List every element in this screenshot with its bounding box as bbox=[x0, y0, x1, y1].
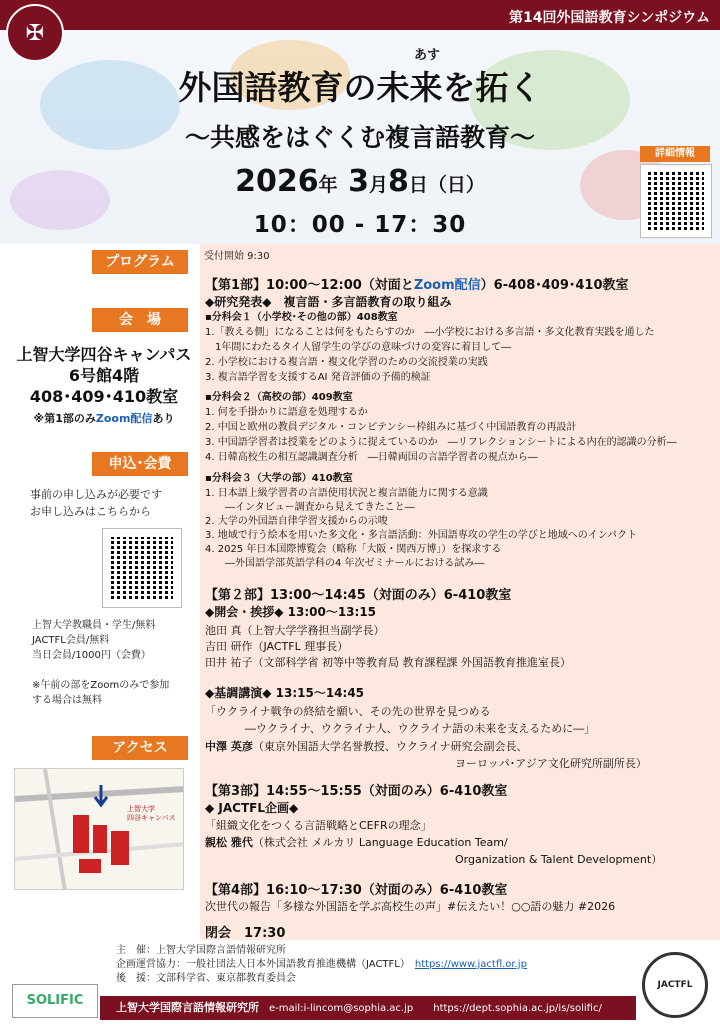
detail-qr-code[interactable] bbox=[640, 164, 712, 238]
footer-org: 上智大学国際言語情報研究所 bbox=[116, 1001, 259, 1014]
access-map bbox=[14, 768, 184, 890]
apply-text bbox=[30, 486, 200, 520]
sub3-item: 2. 大学の外国語自律学習支援からの示唆 bbox=[205, 516, 388, 527]
footer-url[interactable]: https://dept.sophia.ac.jp/is/solific/ bbox=[433, 1003, 602, 1014]
solific-logo: SOLIFIC bbox=[12, 984, 98, 1018]
jactfl-link[interactable]: https://www.jactfl.or.jp bbox=[414, 959, 527, 970]
part4-title: 【第4部】16:10～17:30（対面のみ）6-410教室 bbox=[205, 883, 508, 898]
sub1-item: 1.「教える側」になることは何をもたらすのか ―小学校における多言語・多文化教育実践を通した bbox=[205, 327, 655, 338]
sub1-item: 2. 小学校における複言語・複文化学習のための交流授業の実践 bbox=[205, 357, 488, 368]
part2-opening: ◆開会・挨拶◆ 13:00～13:15 bbox=[205, 605, 377, 619]
event-date bbox=[0, 164, 720, 199]
footer-host: 主 催：上智大学国際言語情報研究所 bbox=[116, 945, 286, 956]
title-ruby: あす bbox=[414, 48, 441, 63]
date-weekday: （日） bbox=[427, 174, 485, 196]
sub3-item: 3. 地域で行う絵本を用いた多文化・多言語活動：外国語専攻の学生の学びと地域へのインパクト bbox=[205, 530, 638, 541]
footer-coop: 企画運営協力：一般社団法人日本外国語教育推進機構（JACTFL） bbox=[116, 959, 405, 970]
part3-talk: 「組織文化をつくる言語戦略とCEFRの理念」 bbox=[205, 819, 432, 832]
program-heading: プログラム bbox=[92, 250, 188, 274]
fee-note-line: する場合は無料 bbox=[32, 695, 102, 706]
date-day-unit: 日 bbox=[408, 174, 428, 196]
sub2-heading: ▪分科会２（高校の部）409教室 bbox=[205, 392, 353, 403]
keynote-title-line1: 「ウクライナ戦争の終結を願い、その先の世界を見つめる bbox=[205, 705, 491, 718]
qr-pattern-icon bbox=[111, 537, 173, 599]
reception-time: 受付開始 9:30 bbox=[204, 251, 270, 262]
venue-line: 上智大学四谷キャンパス bbox=[16, 345, 192, 364]
part4-talk: 次世代の報告「多様な外国語を学ぶ高校生の声」#伝えたい！○○語の魅力 #2026 bbox=[205, 900, 616, 913]
sub2-item: 2. 中国と欧州の教員デジタル・コンピテンシー枠組みに基づく中国語教育の再設計 bbox=[205, 422, 577, 433]
apply-qr-code[interactable] bbox=[102, 528, 182, 608]
jactfl-logo: JACTFL bbox=[642, 952, 708, 1018]
part1-theme: ◆研究発表◆ 複言語・多言語教育の取り組み bbox=[205, 295, 452, 309]
apply-heading: 申込･会費 bbox=[92, 452, 188, 476]
part3-title: 【第3部】14:55～15:55（対面のみ）6-410教室 bbox=[205, 784, 508, 799]
venue-note bbox=[8, 410, 200, 426]
venue-name bbox=[8, 344, 200, 407]
sub3-heading: ▪分科会３（大学の部）410教室 bbox=[205, 473, 353, 484]
keynote-title-line2: ―ウクライナ、ウクライナ人、ウクライナ語の未来を支えるために―」 bbox=[245, 722, 596, 735]
part2-person: 田井 祐子（文部科学省 初等中等教育局 教育課程課 外国語教育推進室長） bbox=[205, 656, 571, 669]
part3-theme: ◆ JACTFL企画◆ bbox=[205, 801, 299, 815]
venue-note-zoom: Zoom配信 bbox=[95, 412, 153, 425]
bottom-band bbox=[100, 996, 636, 1020]
date-year: 2026 bbox=[235, 164, 319, 199]
sub2-item: 3. 中国語学習者は授業をどのように捉えているのか ―リフレクションシートによる内在的認識の分析― bbox=[205, 437, 677, 448]
venue-note-suffix: あり bbox=[152, 412, 175, 425]
qr-pattern-icon bbox=[648, 172, 704, 230]
sub2-item: 1. 何を手掛かりに語意を処理するか bbox=[205, 407, 368, 418]
keynote-affiliation-2: ヨーロッパ･アジア文化研究所副所長） bbox=[455, 757, 647, 770]
event-time: 10：00 - 17：30 bbox=[253, 212, 467, 238]
date-month: 3 bbox=[348, 164, 369, 199]
footer-coop-line bbox=[116, 958, 527, 972]
fee-note bbox=[32, 678, 192, 708]
page-title: 外国語教育の未来を拓く bbox=[178, 68, 542, 107]
venue-line: 408･409･410教室 bbox=[29, 387, 179, 406]
campus-map-graphic bbox=[15, 769, 184, 890]
map-label-line: 上智大学 bbox=[127, 805, 155, 813]
part1-title-zoom: Zoom配信 bbox=[413, 278, 481, 293]
page-subtitle: ～共感をはぐくむ複言語教育～ bbox=[184, 123, 535, 152]
venue-line: 6号館4階 bbox=[68, 366, 140, 385]
sophia-logo-icon: ✠ bbox=[6, 4, 64, 62]
fee-item: 当日会員/1000円（会費） bbox=[32, 650, 151, 661]
part3-affiliation: （株式会社 メルカリ Language Education Team/ bbox=[252, 836, 508, 849]
sub1-item: 3. 複言語学習を支援するAI 発音評価の予備的検証 bbox=[205, 372, 431, 383]
keynote-speaker-line bbox=[205, 738, 528, 754]
map-label bbox=[127, 805, 176, 823]
symposium-label: 第14回外国語教育シンポジウム bbox=[509, 10, 710, 26]
fee-note-line: ※午前の部をZoomのみで参加 bbox=[32, 680, 170, 691]
fee-item: 上智大学教職員・学生/無料 bbox=[32, 620, 156, 631]
sub1-item: 1年間にわたるタイ人留学生の学びの意味づけの変容に着目して― bbox=[205, 342, 512, 353]
part2-title: 【第２部】13:00～14:45（対面のみ）6-410教室 bbox=[205, 588, 512, 603]
part1-title-a: 【第1部】10:00～12:00（対面と bbox=[205, 278, 414, 293]
sub1-heading: ▪分科会１（小学校･その他の部）408教室 bbox=[205, 312, 398, 323]
date-year-unit: 年 bbox=[318, 174, 338, 196]
venue-heading: 会 場 bbox=[92, 308, 188, 332]
closing-time: 閉会 17:30 bbox=[205, 926, 286, 941]
part3-speaker: 親松 雅代 bbox=[205, 836, 253, 849]
fee-list bbox=[32, 618, 192, 663]
sub2-item: 4. 日韓高校生の相互認識調査分析 ―日韓両国の言語学習者の視点から― bbox=[205, 452, 538, 463]
sub3-item: 4. 2025 年日本国際博覧会（略称「大阪・関西万博」）を探求する bbox=[205, 544, 502, 555]
sub3-item: ―インタビュー調査から見えてきたこと― bbox=[205, 502, 415, 513]
part2-keynote: ◆基調講演◆ 13:15～14:45 bbox=[205, 686, 365, 700]
venue-note-prefix: ※第1部のみ bbox=[33, 412, 96, 425]
sub3-item: 1. 日本語上級学習者の言語使用状況と複言語能力に関する意識 bbox=[205, 488, 488, 499]
footer-email[interactable]: e-mail:i-lincom@sophia.ac.jp bbox=[269, 1003, 414, 1014]
date-month-unit: 月 bbox=[368, 174, 388, 196]
part2-person: 池田 真（上智大学学務担当副学長） bbox=[205, 624, 385, 637]
keynote-affiliation: （東京外国語大学名誉教授、ウクライナ研究会副会長、 bbox=[252, 740, 528, 753]
map-label-line: 四谷キャンパス bbox=[127, 814, 176, 822]
part3-affiliation-2: Organization & Talent Development） bbox=[455, 853, 663, 866]
fee-item: JACTFL会員/無料 bbox=[32, 635, 110, 646]
part1-title-b: ）6-408･409･410教室 bbox=[480, 278, 629, 293]
part1-title bbox=[205, 274, 629, 293]
sub3-item: ―外国語学部英語学科の4 年次ゼミナールにおける試み― bbox=[205, 558, 485, 569]
apply-line: 事前の申し込みが必要です bbox=[30, 488, 162, 501]
footer-support: 後 援：文部科学省、東京都教育委員会 bbox=[116, 973, 296, 984]
part3-speaker-line bbox=[205, 834, 508, 850]
detail-badge: 詳細情報 bbox=[640, 146, 710, 162]
footer-credits bbox=[116, 944, 527, 986]
part2-person: 吉田 研作（JACTFL 理事長） bbox=[205, 640, 349, 653]
keynote-speaker: 中澤 英彦 bbox=[205, 740, 253, 753]
access-heading: アクセス bbox=[92, 736, 188, 760]
date-day: 8 bbox=[387, 164, 409, 199]
apply-line: お申し込みはこちらから bbox=[30, 505, 151, 518]
